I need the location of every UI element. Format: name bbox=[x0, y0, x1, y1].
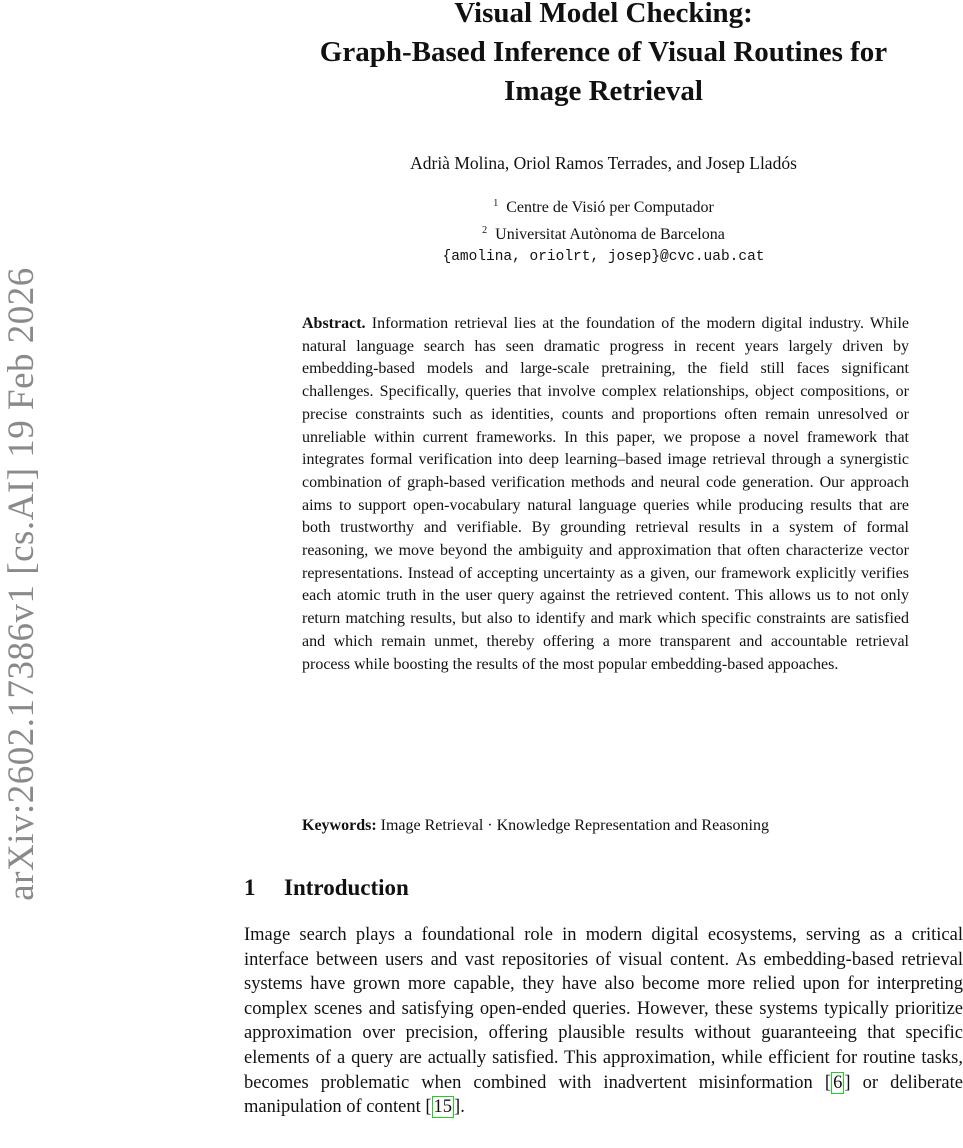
section-title: Introduction bbox=[284, 875, 409, 900]
arxiv-identifier: arXiv:2602.17386v1 [cs.AI] 19 Feb 2026 bbox=[1, 267, 42, 901]
section-heading bbox=[244, 873, 963, 903]
intro-text-3: . bbox=[460, 1097, 465, 1118]
intro-text-1: Image search plays a foundational role in modern digital ecosystems, serving as a critical interface between users and vast repositories of visual content. As embedding-based retrieval systems have grown more capable, they have also become more relied upon for interpreting complex scenes and satisfying open-ended queries. However, these systems typically prioritize approximation over precision, offering plausible results without guaranteeing that specific elements of a query are actually satisfied. This approximation, while efficient for routine tasks, becomes problematic when combined with inadvertent misinformation bbox=[244, 925, 963, 1093]
intro-text-2: or deliberate manipulation of content bbox=[244, 1072, 963, 1118]
keywords bbox=[302, 815, 909, 837]
affiliation-name: Universitat Autònoma de Barcelona bbox=[495, 225, 725, 243]
author-list: Adrià Molina, Oriol Ramos Terrades, and Josep Lladós bbox=[410, 153, 797, 173]
keywords-text: Image Retrieval · Knowledge Representation and Reasoning bbox=[380, 817, 769, 834]
affiliation-mark: 2 bbox=[482, 224, 488, 236]
abstract-label: Abstract. bbox=[302, 315, 366, 332]
abstract bbox=[302, 313, 909, 676]
affiliation-name: Centre de Visió per Computador bbox=[506, 199, 714, 216]
abstract-text: Information retrieval lies at the foundation of the modern digital industry. While natural language search has seen dramatic progress in recent years largely driven by embedding-based models and large-scale pretraining, the field still faces significant challenges. Specifically, queries that involve complex relationships, object compositions, or precise constraints such as identities, counts and proportions often remain unresolved or unreliable within current frameworks. In this paper, we propose a novel framework that integrates formal verification into deep learning–based image retrieval through a synergistic combination of graph-based verification methods and neural code generation. Our approach aims to support open-vocabulary natural language queries while producing results that are both trustworthy and verifiable. By grounding retrieval results in a system of formal reasoning, we move beyond the ambiguity and approximation that often characterize vector representations. Instead of accepting uncertainty as a given, our framework explicitly verifies each atomic truth in the user query against the retrieved content. This allows us to not only return matching results, but also to identify and mark which specific constraints are satisfied and which remain unmet, thereby offering a more transparent and accountable retrieval process while boosting the results of the most popular embedding-based appoaches. bbox=[302, 315, 909, 673]
paper-title bbox=[244, 0, 963, 111]
citation-link[interactable]: 6 bbox=[833, 1072, 843, 1093]
section-number: 1 bbox=[244, 875, 256, 900]
intro-paragraph: Image search plays a foundational role in modern digital ecosystems, serving as a critical interface between users and vast repositories of visual content. As embedding-based retrieval systems have grown more capable, they have also become more relied upon for interpreting complex scenes and satisfying open-ended queries. However, these systems typically prioritize approximation over precision, offering plausible results without guaranteeing that specific elements of a query are actually satisfied. This approximation, while efficient for routine tasks, becomes problematic when combined with inadvertent misinformation [ 6 ] or deliberate manipulation of content [ 15 ]. bbox=[244, 925, 963, 1118]
affiliation-mark: 1 bbox=[493, 198, 499, 209]
title-line-3: Image Retrieval bbox=[504, 75, 703, 107]
affiliation-1 bbox=[244, 193, 963, 220]
affiliation-2 bbox=[244, 220, 963, 247]
affiliations bbox=[244, 193, 963, 269]
arxiv-sidebar bbox=[0, 228, 44, 940]
title-line-2: Graph-Based Inference of Visual Routines for bbox=[319, 36, 888, 68]
author-email: {amolina, oriolrt, josep}@cvc.uab.cat bbox=[442, 249, 765, 265]
keywords-label: Keywords: bbox=[302, 817, 377, 834]
title-line-1: Visual Model Checking: bbox=[454, 0, 753, 29]
citation-link[interactable]: 15 bbox=[433, 1097, 453, 1118]
